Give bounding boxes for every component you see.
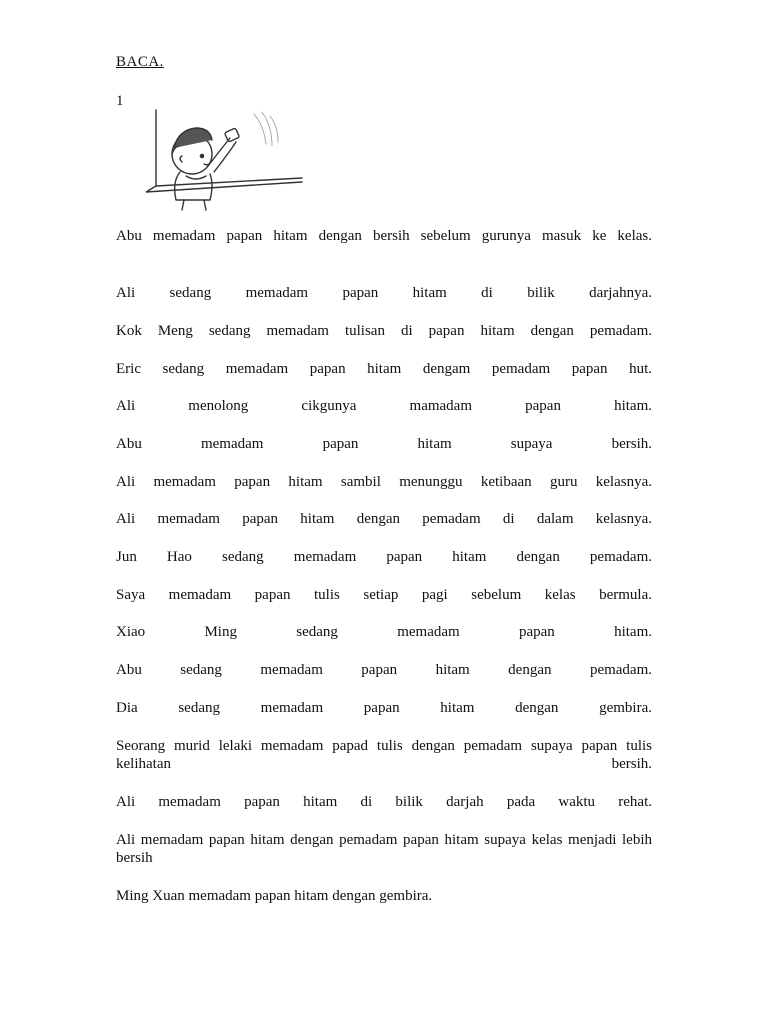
boy-erasing-blackboard-icon xyxy=(146,106,322,212)
sentence-3: Kok Meng sedang memadam tulisan di papan hitam dengan pemadam. xyxy=(116,323,652,339)
sentence-17: Ming Xuan memadam papan hitam dengan gembira. xyxy=(116,888,433,904)
sentence-14: Seorang murid lelaki memadam papad tulis dengan pemadam supaya papan tulis kelihatan bersih. xyxy=(116,738,652,772)
sentence-9: Jun Hao sedang memadam papan hitam dengan pemadam. xyxy=(116,549,652,565)
sentence-15: Ali memadam papan hitam di bilik darjah pada waktu rehat. xyxy=(116,794,652,810)
sentence-8: Ali memadam papan hitam dengan pemadam di dalam kelasnya. xyxy=(116,511,652,527)
sentence-6: Abu memadam papan hitam supaya bersih. xyxy=(116,436,652,452)
sentence-12: Abu sedang memadam papan hitam dengan pemadam. xyxy=(116,662,652,678)
sentence-11: Xiao Ming sedang memadam papan hitam. xyxy=(116,624,652,640)
sentence-5: Ali menolong cikgunya mamadam papan hitam. xyxy=(116,398,652,414)
sentence-1: Abu memadam papan hitam dengan bersih sebelum gurunya masuk ke kelas. xyxy=(116,228,652,244)
sentence-2: Ali sedang memadam papan hitam di bilik darjahnya. xyxy=(116,285,652,301)
item-number: 1 xyxy=(116,93,124,109)
page-title: BACA. xyxy=(116,54,164,70)
sentence-4: Eric sedang memadam papan hitam dengam pemadam papan hut. xyxy=(116,361,652,377)
sentence-10: Saya memadam papan tulis setiap pagi sebelum kelas bermula. xyxy=(116,587,652,603)
sentence-16: Ali memadam papan hitam dengan pemadam papan hitam supaya kelas menjadi lebih bersih xyxy=(116,832,652,866)
sentence-7: Ali memadam papan hitam sambil menunggu ketibaan guru kelasnya. xyxy=(116,474,652,490)
sentence-13: Dia sedang memadam papan hitam dengan gembira. xyxy=(116,700,652,716)
